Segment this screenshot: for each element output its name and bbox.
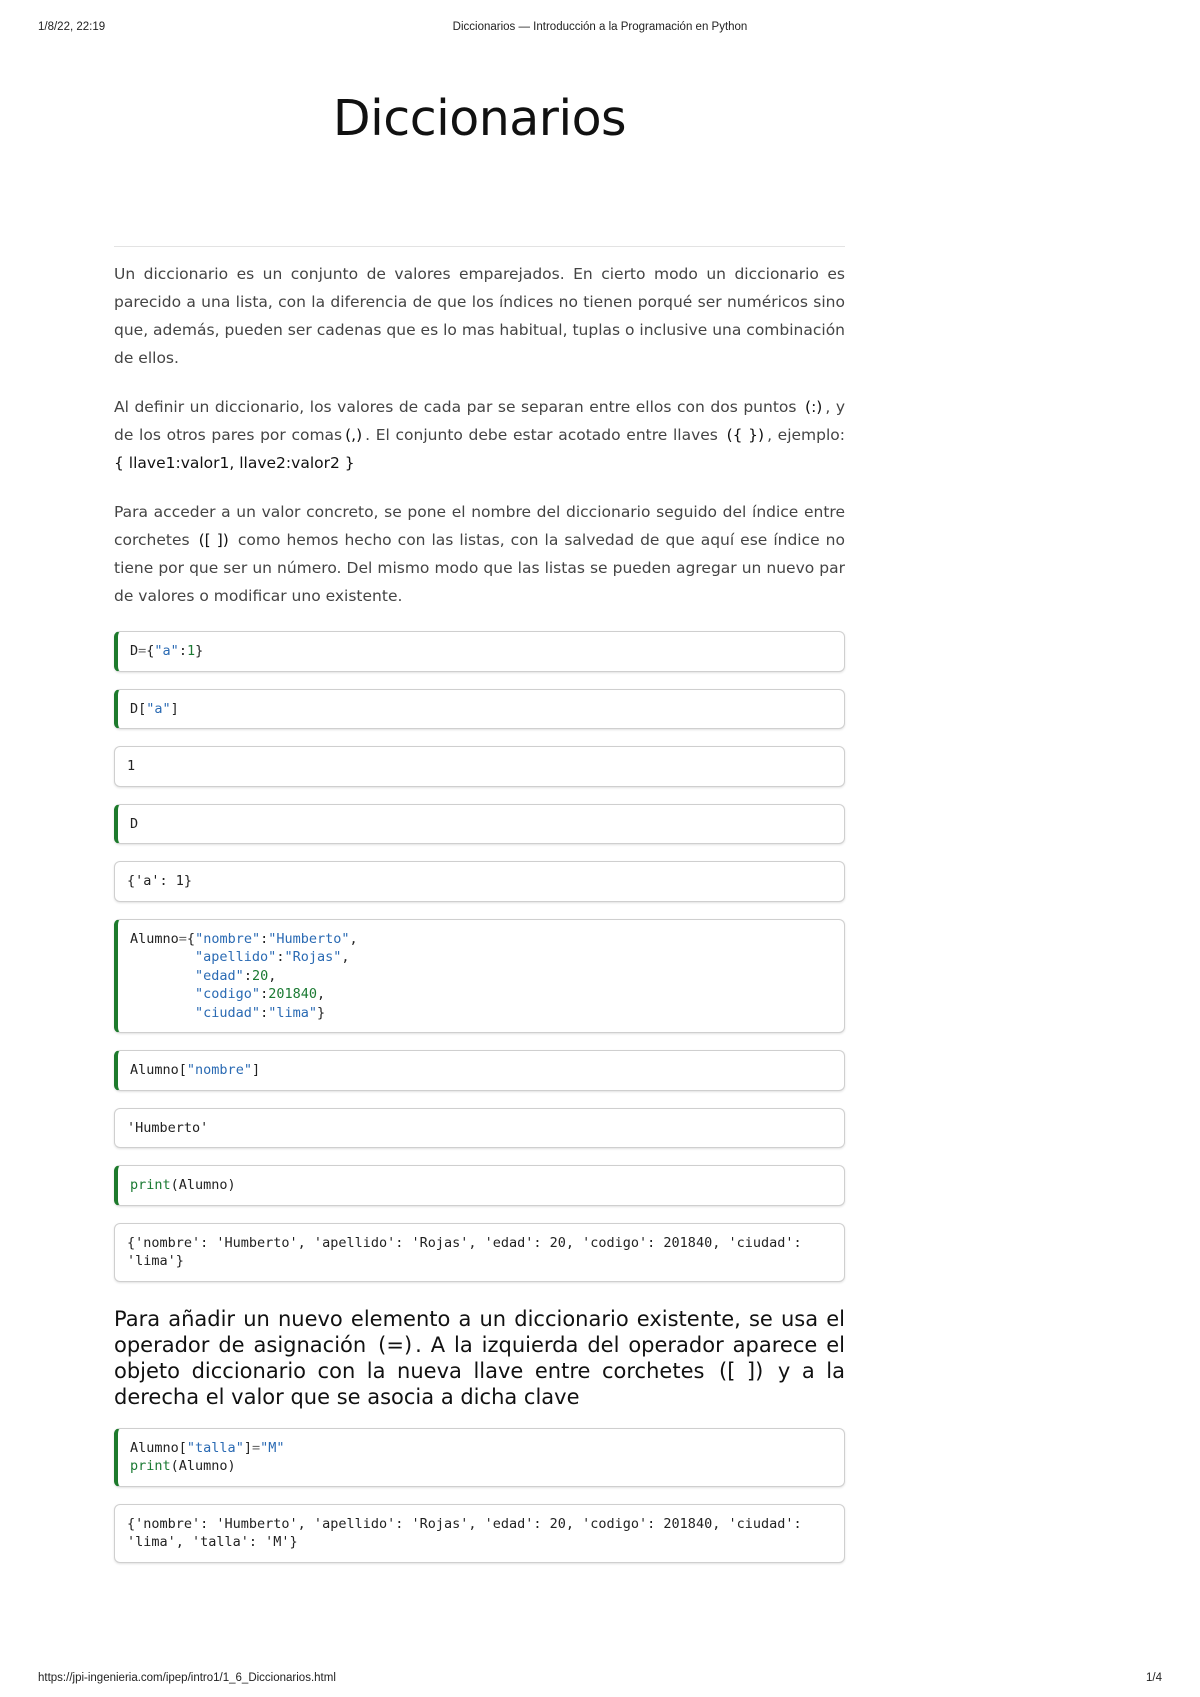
definition-paragraph (114, 393, 845, 477)
code-token: 1 (186, 643, 196, 659)
inline-code-braces: ({ }) (726, 426, 765, 444)
text-span: Para añadir un nuevo elemento a un diccionario existente, se usa el operador de asignación (114, 1306, 845, 1357)
code-output-cell: 'Humberto' (114, 1108, 845, 1149)
code-input-cell[interactable] (114, 1050, 845, 1091)
assignment-paragraph (114, 1306, 845, 1410)
code-token: = (251, 1439, 261, 1456)
print-url: https://jpi-ingenieria.com/ipep/intro1/1_6_Diccionarios.html (38, 1672, 336, 1684)
code-token: "M" (260, 1439, 285, 1456)
code-input-cell[interactable]: D (114, 804, 845, 845)
code-token: "Rojas" (284, 949, 342, 965)
inline-example: { llave1:valor1, llave2:valor2 } (114, 454, 355, 472)
code-token: Alumno (130, 1439, 179, 1456)
main-content (114, 260, 845, 1580)
inline-code-brackets: ([ ]) (719, 1358, 764, 1383)
code-token: Alumno (130, 1062, 179, 1078)
code-token: = (138, 643, 147, 659)
code-input-cell[interactable]: Alumno={"nombre":"Humberto", "apellido":"Rojas", "edad":20, "codigo":201840, "ciudad":"lima"} (114, 919, 845, 1034)
code-token: "a" (154, 643, 179, 659)
code-token: D (130, 700, 139, 717)
code-token: "Humberto" (268, 930, 350, 947)
code-token: print (130, 1458, 171, 1474)
code-token: "nombre" (195, 930, 261, 947)
code-token: print (130, 1177, 171, 1193)
inline-code-colon: (:) (805, 398, 823, 416)
code-token: } (195, 643, 204, 659)
text-span: . A la izquierda del operador aparece el objeto diccionario con la nueva llave entre corchetes (114, 1332, 845, 1383)
text-span: y a la derecha el valor que se asocia a dicha clave (114, 1358, 845, 1409)
code-token: "nombre" (186, 1062, 252, 1078)
code-token: [ (178, 1062, 187, 1078)
code-token: : (178, 643, 187, 659)
code-token: = (178, 930, 187, 947)
text-span: , y de los otros pares por comas (114, 398, 845, 444)
text-span: , ejemplo: (767, 426, 845, 444)
code-token: "codigo" (195, 986, 261, 1002)
inline-code-brackets: ([ ]) (198, 531, 229, 549)
code-token: [ (138, 700, 147, 717)
code-token: 201840 (268, 986, 317, 1002)
code-token: "talla" (186, 1439, 244, 1456)
inline-code-comma: (,) (345, 426, 363, 444)
code-output-cell: {'nombre': 'Humberto', 'apellido': 'Rojas', 'edad': 20, 'codigo': 201840, 'ciudad': 'lima'} (114, 1223, 845, 1282)
code-token: "apellido" (195, 949, 277, 965)
print-page-number: 1/4 (1146, 1672, 1162, 1684)
print-footer (0, 1672, 1200, 1688)
code-token: { (146, 643, 155, 659)
page-title: Diccionarios (332, 90, 627, 147)
code-token: ] (243, 1439, 252, 1456)
code-token: D (130, 643, 139, 659)
code-input-cell[interactable] (114, 631, 845, 672)
code-token: "lima" (268, 1004, 317, 1021)
text-span: como hemos hecho con las listas, con la salvedad de que aquí ese índice no tiene por que ser un número. Del mismo modo que las listas se pueden agregar un nuevo par de valores o modificar uno existente. (114, 531, 845, 605)
title-divider (114, 246, 845, 247)
code-input-cell[interactable] (114, 1428, 845, 1487)
code-token: 20 (251, 967, 269, 984)
text-span: Para acceder a un valor concreto, se pone el nombre del diccionario seguido del índice entre corchetes (114, 503, 845, 549)
code-input-cell[interactable] (114, 1165, 845, 1206)
code-token: "ciudad" (195, 1004, 261, 1021)
inline-code-equals: (=) (378, 1332, 413, 1357)
code-token: ] (251, 1062, 261, 1078)
print-page-title: Diccionarios — Introducción a la Programación en Python (452, 21, 748, 33)
code-token: "a" (146, 700, 171, 717)
code-token: (Alumno) (170, 1177, 236, 1193)
access-paragraph (114, 498, 845, 610)
intro-paragraph: Un diccionario es un conjunto de valores emparejados. En cierto modo un diccionario es parecido a una lista, con la diferencia de que los índices no tienen porqué ser numéricos sino que, además, pueden ser cadenas que es lo mas habitual, tuplas o inclusive una combinación de ellos. (114, 265, 845, 367)
code-token: (Alumno) (170, 1458, 236, 1474)
code-output-cell: {'nombre': 'Humberto', 'apellido': 'Rojas', 'edad': 20, 'codigo': 201840, 'ciudad': 'lima', 'talla': 'M'} (114, 1504, 845, 1563)
text-span: . El conjunto debe estar acotado entre llaves (365, 426, 718, 444)
code-token: ] (170, 700, 179, 717)
code-output-cell: {'a': 1} (114, 861, 845, 902)
code-input-cell[interactable] (114, 689, 845, 730)
print-header (0, 21, 1200, 37)
code-token: Alumno (130, 930, 179, 947)
text-span: Al definir un diccionario, los valores de cada par se separan entre ellos con dos puntos (114, 398, 797, 416)
print-datetime: 1/8/22, 22:19 (38, 21, 106, 33)
code-output-cell: 1 (114, 746, 845, 787)
code-token: [ (178, 1439, 187, 1456)
code-token: "edad" (195, 967, 244, 984)
